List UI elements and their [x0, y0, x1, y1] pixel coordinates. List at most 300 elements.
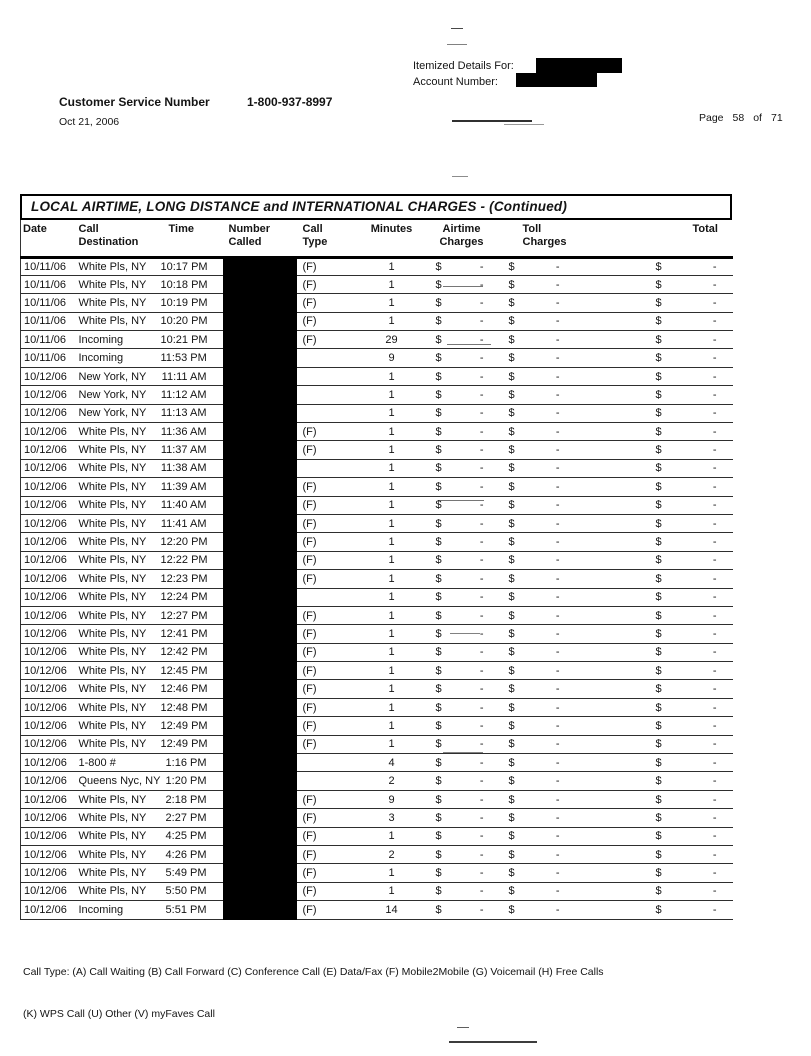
currency-symbol: $ [655, 352, 662, 365]
charge-value: - [712, 903, 717, 916]
cell-spacer [577, 459, 641, 477]
cell-number-called-redacted [223, 533, 297, 551]
cell-time: 5:50 PM [161, 882, 223, 900]
scan-artifact [452, 176, 468, 177]
cell-spacer [577, 257, 641, 275]
charge-value: - [712, 664, 717, 677]
table-title: LOCAL AIRTIME, LONG DISTANCE and INTERNATIONAL CHARGES - (Continued) [20, 194, 732, 220]
cell-spacer [577, 331, 641, 349]
cell-airtime-charges [427, 846, 497, 864]
cell-call-type: (F) [297, 698, 357, 716]
cell-toll-charges [497, 349, 577, 367]
cell-spacer [577, 680, 641, 698]
currency-symbol: $ [435, 591, 442, 604]
cell-spacer [577, 275, 641, 293]
call-row [21, 570, 733, 588]
charge-value: - [712, 683, 717, 696]
charge-value: - [479, 260, 484, 273]
charge-value: - [479, 278, 484, 291]
cell-minutes: 1 [357, 882, 427, 900]
cell-call-type: (F) [297, 570, 357, 588]
currency-symbol: $ [508, 315, 515, 328]
currency-symbol: $ [508, 462, 515, 475]
header-time-label: Time [168, 223, 194, 235]
cell-date: 10/12/06 [21, 496, 77, 514]
cell-call-type: (F) [297, 496, 357, 514]
currency-symbol: $ [655, 775, 662, 788]
cell-destination: White Pls, NY [77, 275, 161, 293]
cell-call-type: (F) [297, 312, 357, 330]
cell-airtime-charges [427, 331, 497, 349]
currency-symbol: $ [435, 775, 442, 788]
currency-symbol: $ [435, 628, 442, 640]
cell-number-called-redacted [223, 312, 297, 330]
cell-call-type [297, 772, 357, 790]
currency-symbol: $ [508, 756, 515, 769]
cell-call-type: (F) [297, 809, 357, 827]
currency-symbol: $ [508, 830, 515, 843]
header-airtime-line2: Charges [439, 236, 484, 248]
call-row [21, 772, 733, 790]
currency-symbol: $ [655, 719, 662, 732]
cell-destination: New York, NY [77, 404, 161, 422]
cell-time: 2:18 PM [161, 790, 223, 808]
charge-value: - [555, 664, 560, 677]
cell-number-called-redacted [223, 717, 297, 735]
cell-total [641, 478, 733, 496]
cell-destination: White Pls, NY [77, 312, 161, 330]
cell-date: 10/12/06 [21, 551, 77, 569]
currency-symbol: $ [435, 260, 442, 273]
cell-time: 11:36 AM [161, 423, 223, 441]
currency-symbol: $ [435, 572, 442, 585]
charge-value: - [555, 260, 560, 273]
cell-spacer [577, 294, 641, 312]
currency-symbol: $ [655, 591, 662, 604]
currency-symbol: $ [655, 848, 662, 861]
cell-airtime-charges [427, 680, 497, 698]
charge-value: - [555, 536, 560, 549]
cell-airtime-charges [427, 459, 497, 477]
charge-value: - [555, 830, 560, 843]
cell-toll-charges [497, 386, 577, 404]
charge-value: - [712, 572, 717, 585]
cell-total [641, 459, 733, 477]
cell-toll-charges [497, 533, 577, 551]
charges-section [20, 194, 732, 920]
cell-call-type: (F) [297, 827, 357, 845]
currency-symbol: $ [508, 591, 515, 604]
call-row [21, 312, 733, 330]
cell-minutes: 1 [357, 404, 427, 422]
cell-time: 5:51 PM [161, 901, 223, 919]
cell-destination: White Pls, NY [77, 551, 161, 569]
currency-symbol: $ [508, 664, 515, 677]
header-call-destination [77, 220, 161, 257]
charge-value: - [555, 554, 560, 567]
cell-number-called-redacted [223, 570, 297, 588]
cell-time: 2:27 PM [161, 809, 223, 827]
charge-value: - [712, 591, 717, 604]
cell-spacer [577, 478, 641, 496]
cell-call-type [297, 404, 357, 422]
cell-date: 10/11/06 [21, 294, 77, 312]
currency-symbol: $ [435, 499, 442, 512]
cell-number-called-redacted [223, 386, 297, 404]
charge-value: - [712, 388, 717, 401]
cell-destination: White Pls, NY [77, 459, 161, 477]
call-type-legend-line1: Call Type: (A) Call Waiting (B) Call Forward (C) Conference Call (E) Data/Fax (F) Mobile2Mobile (G) Voicemail (H) Free Calls [23, 966, 604, 978]
charge-value: - [479, 885, 484, 898]
charge-value: - [712, 830, 717, 843]
cell-total [641, 625, 733, 643]
cell-minutes: 1 [357, 478, 427, 496]
cell-airtime-charges [427, 349, 497, 367]
call-row [21, 588, 733, 606]
cell-total [641, 662, 733, 680]
currency-symbol: $ [435, 315, 442, 328]
cell-spacer [577, 772, 641, 790]
currency-symbol: $ [435, 848, 442, 861]
cell-date: 10/12/06 [21, 882, 77, 900]
cell-number-called-redacted [223, 864, 297, 882]
cell-date: 10/12/06 [21, 625, 77, 643]
charge-value: - [479, 628, 484, 640]
cell-date: 10/12/06 [21, 423, 77, 441]
charge-value: - [555, 278, 560, 291]
header-call-type [297, 220, 357, 257]
cell-date: 10/12/06 [21, 570, 77, 588]
cell-airtime-charges [427, 717, 497, 735]
charge-value: - [479, 683, 484, 696]
cell-toll-charges [497, 772, 577, 790]
charge-value: - [712, 536, 717, 549]
currency-symbol: $ [435, 296, 442, 309]
cell-destination: White Pls, NY [77, 846, 161, 864]
cell-number-called-redacted [223, 496, 297, 514]
cell-toll-charges [497, 459, 577, 477]
redacted-customer-name-bar [536, 58, 622, 73]
cell-time: 10:20 PM [161, 312, 223, 330]
charge-value: - [712, 260, 717, 273]
charge-value: - [555, 738, 560, 751]
cell-destination: White Pls, NY [77, 827, 161, 845]
currency-symbol: $ [655, 517, 662, 530]
cell-time: 12:41 PM [161, 625, 223, 643]
cell-call-type: (F) [297, 717, 357, 735]
currency-symbol: $ [435, 536, 442, 549]
cell-minutes: 1 [357, 643, 427, 661]
cell-number-called-redacted [223, 846, 297, 864]
cell-number-called-redacted [223, 478, 297, 496]
charge-value: - [479, 407, 484, 420]
currency-symbol: $ [508, 793, 515, 806]
currency-symbol: $ [508, 867, 515, 880]
cell-minutes: 14 [357, 901, 427, 919]
cell-total [641, 496, 733, 514]
charge-value: - [555, 499, 560, 512]
cell-destination: White Pls, NY [77, 662, 161, 680]
cell-minutes: 1 [357, 864, 427, 882]
cell-toll-charges [497, 882, 577, 900]
header-call-destination-line2: Destination [78, 236, 139, 248]
cell-minutes: 1 [357, 496, 427, 514]
cell-call-type: (F) [297, 423, 357, 441]
currency-symbol: $ [655, 444, 662, 457]
cell-spacer [577, 423, 641, 441]
charge-value: - [712, 848, 717, 861]
cell-airtime-charges [427, 735, 497, 753]
cell-spacer [577, 551, 641, 569]
call-row [21, 754, 733, 772]
cell-spacer [577, 735, 641, 753]
cell-date: 10/12/06 [21, 790, 77, 808]
cell-total [641, 349, 733, 367]
charge-value: - [712, 701, 717, 714]
cell-toll-charges [497, 809, 577, 827]
header-number-called [223, 220, 297, 257]
currency-symbol: $ [655, 388, 662, 401]
cell-airtime-charges [427, 754, 497, 772]
call-row [21, 331, 733, 349]
cell-total [641, 257, 733, 275]
cell-date: 10/11/06 [21, 257, 77, 275]
currency-symbol: $ [655, 462, 662, 475]
cell-call-type [297, 588, 357, 606]
cell-number-called-redacted [223, 606, 297, 624]
cell-minutes: 9 [357, 790, 427, 808]
cell-minutes: 1 [357, 588, 427, 606]
cell-spacer [577, 312, 641, 330]
currency-symbol: $ [435, 885, 442, 898]
cell-call-type: (F) [297, 257, 357, 275]
cell-time: 11:39 AM [161, 478, 223, 496]
cell-spacer [577, 588, 641, 606]
currency-symbol: $ [435, 646, 442, 659]
cell-time: 10:17 PM [161, 257, 223, 275]
cell-spacer [577, 441, 641, 459]
charge-value: - [712, 885, 717, 898]
cell-spacer [577, 404, 641, 422]
currency-symbol: $ [655, 480, 662, 493]
cell-total [641, 588, 733, 606]
currency-symbol: $ [655, 609, 662, 622]
cell-time: 12:45 PM [161, 662, 223, 680]
cell-total [641, 386, 733, 404]
charge-value: - [555, 462, 560, 475]
cell-spacer [577, 496, 641, 514]
currency-symbol: $ [508, 370, 515, 383]
header-time [161, 220, 223, 257]
cell-spacer [577, 606, 641, 624]
cell-total [641, 790, 733, 808]
charge-value: - [712, 480, 717, 493]
call-row [21, 698, 733, 716]
cell-airtime-charges [427, 478, 497, 496]
charge-value: - [712, 370, 717, 383]
charge-value: - [479, 499, 484, 512]
cell-time: 4:25 PM [161, 827, 223, 845]
cell-spacer [577, 882, 641, 900]
cell-airtime-charges [427, 423, 497, 441]
cell-airtime-charges [427, 312, 497, 330]
charge-value: - [712, 352, 717, 365]
cell-toll-charges [497, 294, 577, 312]
charge-value: - [555, 646, 560, 659]
header-call-type-line1: Call [302, 223, 323, 235]
cell-toll-charges [497, 312, 577, 330]
charge-value: - [479, 315, 484, 328]
cell-number-called-redacted [223, 331, 297, 349]
currency-symbol: $ [435, 664, 442, 677]
currency-symbol: $ [655, 664, 662, 677]
cell-destination: Incoming [77, 349, 161, 367]
cell-airtime-charges [427, 496, 497, 514]
redacted-account-number-bar [516, 73, 597, 87]
page-of-label: of [753, 112, 762, 124]
cell-minutes: 1 [357, 551, 427, 569]
cell-date: 10/12/06 [21, 441, 77, 459]
cell-minutes: 1 [357, 625, 427, 643]
cell-toll-charges [497, 827, 577, 845]
charge-value: - [555, 775, 560, 788]
cell-time: 1:16 PM [161, 754, 223, 772]
cell-call-type: (F) [297, 533, 357, 551]
cell-minutes: 1 [357, 717, 427, 735]
cell-toll-charges [497, 864, 577, 882]
cell-time: 11:13 AM [161, 404, 223, 422]
cell-spacer [577, 367, 641, 385]
header-call-destination-line1: Call [78, 223, 99, 235]
cell-destination: Incoming [77, 331, 161, 349]
cell-number-called-redacted [223, 809, 297, 827]
charge-value: - [479, 572, 484, 585]
cell-time: 11:53 PM [161, 349, 223, 367]
charge-value: - [479, 296, 484, 309]
cell-destination: New York, NY [77, 367, 161, 385]
charge-value: - [712, 867, 717, 880]
charge-value: - [712, 738, 717, 751]
cell-toll-charges [497, 754, 577, 772]
cell-total [641, 570, 733, 588]
cell-time: 11:38 AM [161, 459, 223, 477]
header-toll-line2: Charges [522, 236, 567, 248]
charge-value: - [712, 296, 717, 309]
currency-symbol: $ [435, 517, 442, 530]
charge-value: - [479, 388, 484, 401]
cell-time: 12:20 PM [161, 533, 223, 551]
cell-minutes: 3 [357, 809, 427, 827]
header-date [21, 220, 77, 257]
cell-airtime-charges [427, 662, 497, 680]
cell-number-called-redacted [223, 404, 297, 422]
header-number-called-line2: Called [228, 236, 262, 248]
cell-number-called-redacted [223, 643, 297, 661]
cell-toll-charges [497, 680, 577, 698]
header-minutes-label: Minutes [370, 223, 413, 235]
cell-minutes: 1 [357, 312, 427, 330]
currency-symbol: $ [508, 719, 515, 732]
cell-time: 11:41 AM [161, 514, 223, 532]
charge-value: - [479, 811, 484, 824]
currency-symbol: $ [655, 646, 662, 659]
cell-total [641, 827, 733, 845]
call-row [21, 643, 733, 661]
cell-minutes: 1 [357, 735, 427, 753]
currency-symbol: $ [508, 517, 515, 530]
cell-minutes: 1 [357, 386, 427, 404]
scan-artifact [452, 120, 532, 122]
page-total: 71 [770, 112, 783, 124]
currency-symbol: $ [435, 903, 442, 916]
cell-toll-charges [497, 625, 577, 643]
cell-date: 10/11/06 [21, 349, 77, 367]
cell-number-called-redacted [223, 698, 297, 716]
itemized-details-label: Itemized Details For: [413, 60, 514, 72]
cell-date: 10/12/06 [21, 754, 77, 772]
cell-number-called-redacted [223, 772, 297, 790]
cell-call-type: (F) [297, 478, 357, 496]
cell-minutes: 1 [357, 606, 427, 624]
cell-minutes: 1 [357, 294, 427, 312]
call-row [21, 459, 733, 477]
charge-value: - [479, 370, 484, 383]
cell-number-called-redacted [223, 790, 297, 808]
cell-toll-charges [497, 588, 577, 606]
cell-date: 10/12/06 [21, 735, 77, 753]
cell-minutes: 1 [357, 662, 427, 680]
cell-toll-charges [497, 643, 577, 661]
charge-value: - [479, 738, 484, 751]
currency-symbol: $ [508, 848, 515, 861]
call-row [21, 294, 733, 312]
currency-symbol: $ [508, 646, 515, 659]
call-row [21, 827, 733, 845]
header-airtime-charges [427, 220, 497, 257]
cell-total [641, 846, 733, 864]
call-rows [21, 257, 733, 919]
charge-value: - [555, 352, 560, 365]
call-row [21, 882, 733, 900]
currency-symbol: $ [435, 719, 442, 732]
currency-symbol: $ [508, 811, 515, 824]
currency-symbol: $ [435, 793, 442, 806]
currency-symbol: $ [435, 738, 442, 751]
cell-airtime-charges [427, 257, 497, 275]
charge-value: - [555, 388, 560, 401]
cell-destination: White Pls, NY [77, 294, 161, 312]
currency-symbol: $ [435, 407, 442, 420]
cell-airtime-charges [427, 864, 497, 882]
charge-value: - [555, 903, 560, 916]
charge-value: - [479, 775, 484, 788]
cell-total [641, 423, 733, 441]
cell-destination: Queens Nyc, NY [77, 772, 161, 790]
cell-destination: White Pls, NY [77, 496, 161, 514]
charge-value: - [555, 867, 560, 880]
currency-symbol: $ [508, 480, 515, 493]
cell-date: 10/12/06 [21, 514, 77, 532]
currency-symbol: $ [435, 830, 442, 843]
cell-airtime-charges [427, 404, 497, 422]
currency-symbol: $ [435, 811, 442, 824]
header-minutes [357, 220, 427, 257]
currency-symbol: $ [655, 793, 662, 806]
charge-value: - [479, 701, 484, 714]
currency-symbol: $ [435, 462, 442, 475]
charge-value: - [479, 536, 484, 549]
call-row [21, 533, 733, 551]
